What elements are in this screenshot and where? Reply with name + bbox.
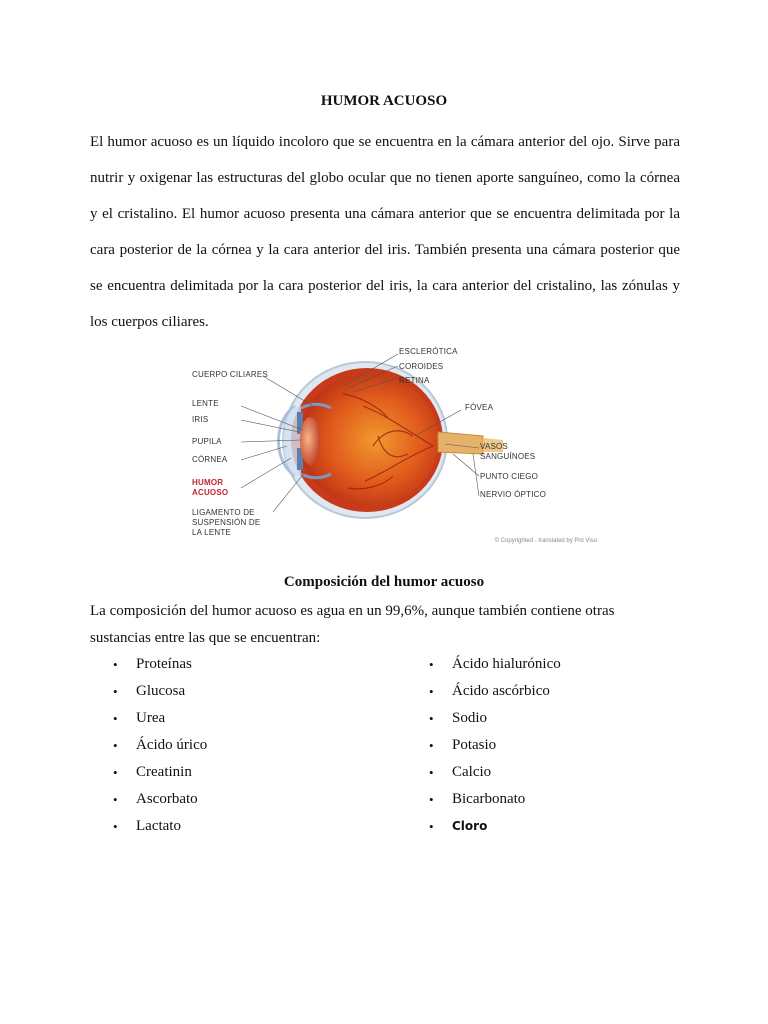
bullet-icon: • <box>429 657 434 672</box>
bullet-icon: • <box>429 765 434 780</box>
bullet-icon: • <box>429 711 434 726</box>
page-title: HUMOR ACUOSO <box>320 93 448 109</box>
list-item-label: Sodio <box>452 710 488 726</box>
intro-line: y el cristalino. El humor acuoso presenta una cámara anterior que se encuentra delimitada por la <box>90 206 680 222</box>
bullet-icon: • <box>113 792 118 807</box>
composition-continuation: , aunque también contiene otras <box>424 603 615 619</box>
label-humor-acuoso-2: ACUOSO <box>192 488 229 497</box>
list-item <box>91 813 207 840</box>
substance-list-right <box>407 651 561 840</box>
intro-line: El humor acuoso es un líquido incoloro que se encuentra en la cámara anterior del ojo. Sirve para <box>90 134 680 150</box>
list-item <box>91 759 207 786</box>
label-cornea: CÓRNEA <box>192 455 228 464</box>
list-item-label: Proteínas <box>136 656 192 672</box>
bullet-icon: • <box>113 657 118 672</box>
label-ligamento-1: LIGAMENTO DE <box>192 508 255 517</box>
bullet-icon: • <box>429 738 434 753</box>
list-item-label: Glucosa <box>136 683 186 699</box>
list-item-label: Potasio <box>452 737 497 753</box>
substance-list-left <box>91 651 207 840</box>
composition-heading: Composición del humor acuoso <box>283 574 485 590</box>
label-humor-acuoso-1: HUMOR <box>192 478 224 487</box>
list-item <box>91 732 207 759</box>
bullet-icon: • <box>113 819 118 834</box>
label-esclerotica: ESCLERÓTICA <box>399 347 458 356</box>
bullet-icon: • <box>113 684 118 699</box>
list-item <box>91 786 207 813</box>
list-item <box>407 705 561 732</box>
composition-paragraph <box>90 598 690 652</box>
label-vasos-2: SANGUÍNOES <box>480 452 536 461</box>
label-ligamento-2: SUSPENSIÓN DE <box>192 518 261 527</box>
list-item-label: Cloro <box>452 819 488 833</box>
list-item-label: Ácido úrico <box>136 737 208 753</box>
intro-paragraph <box>90 124 680 340</box>
label-pupila: PUPILA <box>192 437 222 446</box>
list-item-label: Ácido ascórbico <box>452 683 550 699</box>
bullet-icon: • <box>429 684 434 699</box>
label-punto-ciego: PUNTO CIEGO <box>480 472 539 481</box>
list-item-label: Lactato <box>136 818 181 834</box>
intro-line: cara posterior de la córnea y la cara anterior del iris. También presenta una cámara posterior que <box>90 242 680 258</box>
composition-emphasis: La composición del humor acuoso es agua en un 99,6% <box>90 603 425 619</box>
label-coroides: COROIDES <box>399 362 444 371</box>
intro-line: los cuerpos ciliares. <box>90 314 209 330</box>
list-item <box>91 651 207 678</box>
intro-line: se encuentra delimitada por la cara posterior del iris, la cara anterior del cristalino, las zónulas y <box>90 278 680 294</box>
bullet-icon: • <box>113 765 118 780</box>
list-item <box>407 786 561 813</box>
figure-copyright: © Copyrighted - translated by Pro Visu <box>494 538 597 544</box>
bullet-icon: • <box>429 792 434 807</box>
intro-line: nutrir y oxigenar las estructuras del globo ocular que no tienen aporte sanguíneo, como la córnea <box>90 170 680 186</box>
list-item-label: Bicarbonato <box>452 791 526 807</box>
list-item-label: Calcio <box>452 764 492 780</box>
list-item-label: Urea <box>136 710 166 726</box>
list-item <box>91 678 207 705</box>
label-nervio-optico: NERVIO ÓPTICO <box>480 490 547 499</box>
lens-shape <box>300 417 320 465</box>
bullet-icon: • <box>113 738 118 753</box>
composition-line-2: sustancias entre las que se encuentran: <box>90 630 321 646</box>
list-item <box>407 813 561 840</box>
label-lente: LENTE <box>192 399 219 408</box>
bullet-icon: • <box>113 711 118 726</box>
composition-line-1 <box>90 598 690 625</box>
list-item <box>407 759 561 786</box>
list-item <box>407 651 561 678</box>
label-retina: RETINA <box>399 376 430 385</box>
label-ligamento-3: LA LENTE <box>192 528 231 537</box>
label-vasos-1: VASOS <box>480 442 508 451</box>
label-cuerpo-ciliares: CUERPO CILIARES <box>192 370 268 379</box>
label-fovea: FÓVEA <box>465 403 494 412</box>
list-item <box>407 678 561 705</box>
list-item <box>407 732 561 759</box>
list-item-label: Ascorbato <box>136 791 198 807</box>
eye-anatomy-figure <box>183 336 603 548</box>
retina-shape <box>299 374 439 506</box>
list-item-label: Ácido hialurónico <box>452 656 561 672</box>
list-item <box>91 705 207 732</box>
list-item-label: Creatinin <box>136 764 192 780</box>
bullet-icon: • <box>429 819 434 834</box>
optic-nerve-shape <box>438 432 483 454</box>
label-iris: IRIS <box>192 415 209 424</box>
